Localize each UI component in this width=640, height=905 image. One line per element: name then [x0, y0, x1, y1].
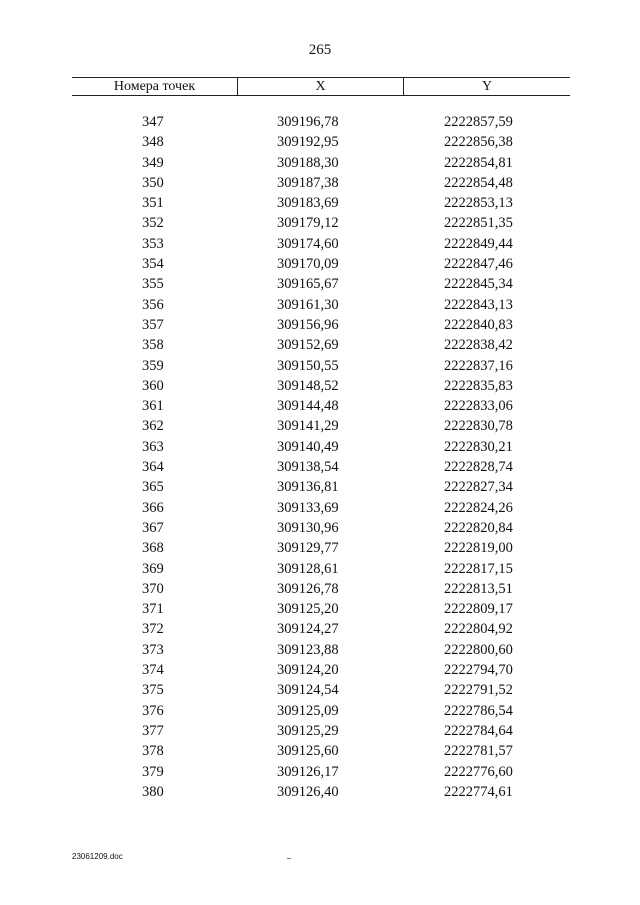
- y-coordinate-cell: 2222774,61: [444, 783, 513, 800]
- table-row: [72, 335, 570, 355]
- table-row: [72, 132, 570, 152]
- point-number-cell: 357: [142, 316, 164, 333]
- y-coordinate-cell: 2222837,16: [444, 357, 513, 374]
- point-number-cell: 352: [142, 215, 164, 232]
- header-y: Y: [481, 79, 493, 94]
- point-number-cell: 364: [142, 459, 164, 476]
- x-coordinate-cell: 309156,96: [277, 316, 339, 333]
- table-row: [72, 254, 570, 274]
- point-number-cell: 358: [142, 337, 164, 354]
- table-row: [72, 315, 570, 335]
- y-coordinate-cell: 2222804,92: [444, 621, 513, 638]
- y-coordinate-cell: 2222857,59: [444, 114, 513, 130]
- y-coordinate-cell: 2222849,44: [444, 235, 513, 252]
- x-coordinate-cell: 309141,29: [277, 418, 339, 435]
- point-number-cell: 365: [142, 479, 164, 496]
- point-number-cell: 360: [142, 377, 164, 394]
- table-row: [72, 396, 570, 416]
- table-row: [72, 538, 570, 558]
- table-row: [72, 640, 570, 660]
- table-row: [72, 498, 570, 518]
- y-coordinate-cell: 2222817,15: [444, 560, 513, 577]
- table-row: [72, 153, 570, 173]
- y-coordinate-cell: 2222824,26: [444, 499, 513, 516]
- x-coordinate-cell: 309179,12: [277, 215, 339, 232]
- table-row: [72, 193, 570, 213]
- y-coordinate-cell: 2222845,34: [444, 276, 513, 293]
- y-coordinate-cell: 2222819,00: [444, 540, 513, 557]
- y-coordinate-cell: 2222851,35: [444, 215, 513, 232]
- point-number-cell: 362: [142, 418, 164, 435]
- y-coordinate-cell: 2222781,57: [444, 743, 513, 760]
- x-coordinate-cell: 309124,20: [277, 662, 339, 679]
- point-number-cell: 373: [142, 641, 164, 658]
- x-coordinate-cell: 309161,30: [277, 296, 339, 313]
- x-coordinate-cell: 309126,78: [277, 580, 339, 597]
- header-point-numbers: Номера точек: [72, 78, 238, 95]
- point-number-cell: 367: [142, 519, 164, 536]
- point-number-cell: 380: [142, 783, 164, 800]
- table-row: [72, 518, 570, 538]
- point-number-cell: 376: [142, 702, 164, 719]
- x-coordinate-cell: 309125,09: [277, 702, 339, 719]
- table-row: [72, 579, 570, 599]
- table-row: [72, 680, 570, 700]
- x-coordinate-cell: 309140,49: [277, 438, 339, 455]
- table-row: [72, 234, 570, 254]
- point-number-cell: 353: [142, 235, 164, 252]
- table-row: [72, 660, 570, 680]
- table-row: [72, 762, 570, 782]
- point-number-cell: 374: [142, 662, 164, 679]
- x-coordinate-cell: 309125,60: [277, 743, 339, 760]
- x-coordinate-cell: 309187,38: [277, 174, 339, 191]
- x-coordinate-cell: 309144,48: [277, 398, 339, 415]
- footer-filename: 23061209.doc: [72, 852, 123, 861]
- point-number-cell: 368: [142, 540, 164, 557]
- y-coordinate-cell: 2222813,51: [444, 580, 513, 597]
- table-row: [72, 295, 570, 315]
- x-coordinate-cell: 309123,88: [277, 641, 339, 658]
- x-coordinate-cell: 309183,69: [277, 195, 339, 212]
- table-row: [72, 701, 570, 721]
- y-coordinate-cell: 2222828,74: [444, 459, 513, 476]
- y-coordinate-cell: 2222791,52: [444, 682, 513, 699]
- point-number-cell: 375: [142, 682, 164, 699]
- y-coordinate-cell: 2222800,60: [444, 641, 513, 658]
- point-number-cell: 377: [142, 722, 164, 739]
- y-coordinate-cell: 2222786,54: [444, 702, 513, 719]
- table-row: [72, 741, 570, 761]
- point-number-cell: 351: [142, 195, 164, 212]
- x-coordinate-cell: 309138,54: [277, 459, 339, 476]
- x-coordinate-cell: 309133,69: [277, 499, 339, 516]
- point-number-cell: 378: [142, 743, 164, 760]
- coordinates-table: [72, 77, 570, 802]
- point-number-cell: 350: [142, 174, 164, 191]
- x-coordinate-cell: 309174,60: [277, 235, 339, 252]
- y-coordinate-cell: 2222830,78: [444, 418, 513, 435]
- table-row: [72, 112, 570, 132]
- y-coordinate-cell: 2222853,13: [444, 195, 513, 212]
- y-coordinate-cell: 2222820,84: [444, 519, 513, 536]
- table-row: [72, 274, 570, 294]
- point-number-cell: 363: [142, 438, 164, 455]
- table-row: [72, 477, 570, 497]
- table-row: [72, 437, 570, 457]
- x-coordinate-cell: 309125,20: [277, 601, 339, 618]
- y-coordinate-cell: 2222854,48: [444, 174, 513, 191]
- y-coordinate-cell: 2222840,83: [444, 316, 513, 333]
- x-coordinate-cell: 309128,61: [277, 560, 339, 577]
- y-coordinate-cell: 2222838,42: [444, 337, 513, 354]
- x-coordinate-cell: 309136,81: [277, 479, 339, 496]
- table-row: [72, 782, 570, 802]
- y-coordinate-cell: 2222827,34: [444, 479, 513, 496]
- x-coordinate-cell: 309126,17: [277, 763, 339, 780]
- point-number-cell: 354: [142, 256, 164, 273]
- x-coordinate-cell: 309165,67: [277, 276, 339, 293]
- footer-mark: [287, 858, 291, 859]
- y-coordinate-cell: 2222784,64: [444, 722, 513, 739]
- x-coordinate-cell: 309188,30: [277, 154, 339, 171]
- table-row: [72, 721, 570, 741]
- point-number-cell: 379: [142, 763, 164, 780]
- x-coordinate-cell: 309150,55: [277, 357, 339, 374]
- point-number-cell: 372: [142, 621, 164, 638]
- point-number-cell: 355: [142, 276, 164, 293]
- y-coordinate-cell: 2222776,60: [444, 763, 513, 780]
- x-coordinate-cell: 309196,78: [277, 114, 339, 130]
- point-number-cell: 348: [142, 134, 164, 151]
- x-coordinate-cell: 309148,52: [277, 377, 339, 394]
- point-number-cell: 347: [142, 114, 164, 130]
- y-coordinate-cell: 2222843,13: [444, 296, 513, 313]
- table-body: [72, 112, 570, 802]
- table-row: [72, 599, 570, 619]
- y-coordinate-cell: 2222809,17: [444, 601, 513, 618]
- y-coordinate-cell: 2222835,83: [444, 377, 513, 394]
- table-row: [72, 376, 570, 396]
- point-number-cell: 356: [142, 296, 164, 313]
- x-coordinate-cell: 309130,96: [277, 519, 339, 536]
- y-coordinate-cell: 2222854,81: [444, 154, 513, 171]
- point-number-cell: 371: [142, 601, 164, 618]
- table-row: [72, 356, 570, 376]
- table-row: [72, 559, 570, 579]
- x-coordinate-cell: 309126,40: [277, 783, 339, 800]
- table-header: [72, 77, 570, 96]
- point-number-cell: 369: [142, 560, 164, 577]
- point-number-cell: 366: [142, 499, 164, 516]
- x-coordinate-cell: 309152,69: [277, 337, 339, 354]
- point-number-cell: 370: [142, 580, 164, 597]
- y-coordinate-cell: 2222794,70: [444, 662, 513, 679]
- y-coordinate-cell: 2222830,21: [444, 438, 513, 455]
- point-number-cell: 359: [142, 357, 164, 374]
- table-row: [72, 213, 570, 233]
- x-coordinate-cell: 309125,29: [277, 722, 339, 739]
- x-coordinate-cell: 309192,95: [277, 134, 339, 151]
- page-number: 265: [308, 42, 332, 58]
- table-row: [72, 457, 570, 477]
- point-number-cell: 349: [142, 154, 164, 171]
- point-number-cell: 361: [142, 398, 164, 415]
- x-coordinate-cell: 309124,27: [277, 621, 339, 638]
- y-coordinate-cell: 2222856,38: [444, 134, 513, 151]
- x-coordinate-cell: 309170,09: [277, 256, 339, 273]
- x-coordinate-cell: 309129,77: [277, 540, 339, 557]
- table-row: [72, 173, 570, 193]
- table-row: [72, 619, 570, 639]
- y-coordinate-cell: 2222833,06: [444, 398, 513, 415]
- y-coordinate-cell: 2222847,46: [444, 256, 513, 273]
- header-x: X: [238, 78, 404, 95]
- x-coordinate-cell: 309124,54: [277, 682, 339, 699]
- table-row: [72, 416, 570, 436]
